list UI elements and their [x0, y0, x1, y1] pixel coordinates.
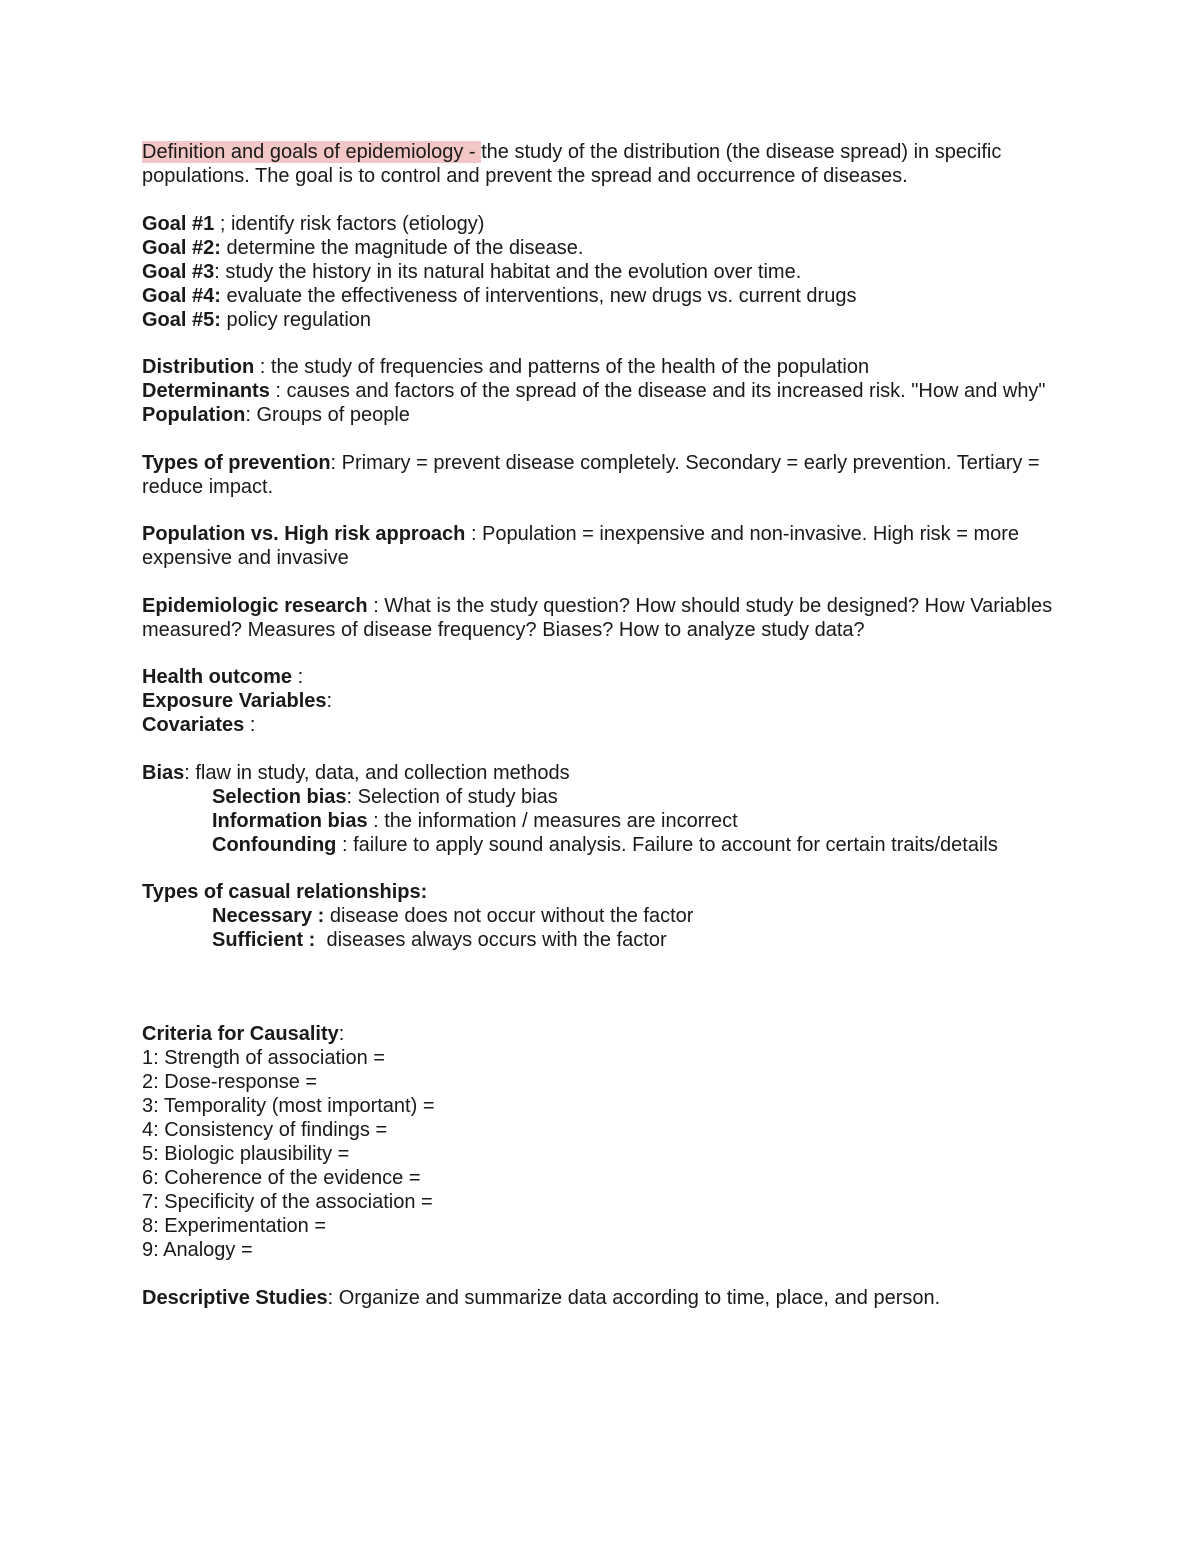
approach-paragraph	[142, 522, 1062, 570]
research-paragraph	[142, 594, 1062, 642]
goal-1-sep: ;	[214, 212, 231, 235]
variable-health-outcome-label: Health outcome	[142, 666, 293, 688]
variable-exposure-text: :	[326, 690, 333, 712]
goal-2-text: determine the magnitude of the disease.	[226, 236, 584, 259]
descriptive-text: : Organize and summarize data according to time, place, and person.	[327, 1286, 941, 1309]
definition-determinants-label: Determinants	[142, 380, 270, 402]
criteria-label: Criteria for Causality	[142, 1023, 339, 1045]
variable-covariates-text: :	[244, 714, 256, 736]
casual-heading	[142, 880, 1062, 904]
casual-sufficient-text: diseases always occurs with the factor	[315, 929, 667, 951]
definition-distribution-text: : the study of frequencies and patterns of the health of the population	[254, 356, 870, 378]
intro-paragraph	[142, 140, 1062, 188]
goal-3	[142, 260, 1062, 284]
definition-distribution-label: Distribution	[142, 356, 255, 378]
criteria-item: 7: Specificity of the association =	[142, 1191, 433, 1213]
definition-distribution	[142, 355, 1062, 379]
prevention-paragraph	[142, 451, 1062, 499]
definition-population-label: Population	[142, 404, 246, 426]
goal-3-text: study the history in its natural habitat and the evolution over time.	[225, 260, 802, 283]
criteria-item: 6: Coherence of the evidence =	[142, 1167, 421, 1189]
bias-selection-label: Selection bias	[212, 785, 347, 808]
bias-information-text: : the information / measures are incorrect	[367, 809, 738, 832]
bias-confounding-text: : failure to apply sound analysis. Failure to account for certain traits/details	[336, 833, 998, 856]
goal-1-text: identify risk factors (etiology)	[230, 212, 485, 235]
bias-confounding	[142, 833, 1062, 857]
intro-label: Definition and goals of epidemiology -	[142, 141, 482, 163]
intro-text: the study of the distribution (the disease spread) in specific populations. The goal is to control and prevent the spread and occurrence of diseases.	[142, 141, 1002, 187]
goal-5-text: policy regulation	[226, 308, 372, 331]
variable-covariates-label: Covariates	[142, 714, 245, 736]
criteria-item: 1: Strength of association =	[142, 1047, 385, 1069]
definition-population-text: : Groups of people	[245, 404, 410, 426]
bias-text: : flaw in study, data, and collection methods	[184, 761, 570, 784]
variable-covariates	[142, 713, 1062, 737]
approach-label: Population vs. High risk approach	[142, 523, 466, 545]
bias-confounding-label: Confounding	[212, 833, 337, 856]
variable-exposure	[142, 689, 1062, 713]
casual-sufficient	[142, 928, 1062, 952]
definition-determinants-text: : causes and factors of the spread of the disease and its increased risk. "How and why"	[269, 380, 1046, 402]
casual-necessary-label: Necessary :	[212, 905, 325, 927]
research-text: : What is the study question? How should study be designed? How Variables measured? Measures of disease frequency? Biases? How to analyze study data?	[142, 594, 1053, 641]
bias-label: Bias	[142, 761, 185, 784]
bias-selection	[142, 785, 1062, 809]
criteria-item: 9: Analogy =	[142, 1239, 253, 1261]
casual-necessary-text: disease does not occur without the factor	[324, 905, 694, 927]
criteria-item: 8: Experimentation =	[142, 1215, 326, 1237]
goal-5-label: Goal #5:	[142, 308, 221, 331]
bias-information-label: Information bias	[212, 809, 368, 832]
approach-text: : Population = inexpensive and non-invasive. High risk = more expensive and invasive	[142, 523, 1020, 569]
prevention-label: Types of prevention	[142, 451, 331, 474]
criteria-suffix: :	[338, 1023, 345, 1045]
casual-necessary	[142, 904, 1062, 928]
bias-information	[142, 809, 1062, 833]
definition-determinants	[142, 379, 1062, 403]
definition-population	[142, 403, 1062, 427]
criteria-item: 4: Consistency of findings =	[142, 1119, 388, 1141]
criteria-item: 5: Biologic plausibility =	[142, 1143, 350, 1165]
variable-health-outcome	[142, 665, 1062, 689]
goal-1-label: Goal #1	[142, 212, 215, 235]
document-page	[142, 140, 1062, 1310]
casual-sufficient-label: Sufficient :	[212, 929, 316, 951]
goal-3-sep: :	[214, 260, 226, 283]
goal-3-label: Goal #3	[142, 260, 215, 283]
goal-5	[142, 308, 1062, 332]
descriptive-paragraph	[142, 1286, 1062, 1310]
casual-label: Types of casual relationships:	[142, 881, 428, 903]
bias-heading	[142, 761, 1062, 785]
goal-4	[142, 284, 1062, 308]
goal-2-label: Goal #2:	[142, 236, 221, 259]
goal-4-text: evaluate the effectiveness of interventions, new drugs vs. current drugs	[226, 284, 857, 307]
goal-4-label: Goal #4:	[142, 284, 221, 307]
research-label: Epidemiologic research	[142, 594, 368, 617]
variable-health-outcome-text: :	[292, 666, 304, 688]
variable-exposure-label: Exposure Variables	[142, 690, 327, 712]
goal-2	[142, 236, 1062, 260]
bias-selection-text: : Selection of study bias	[346, 785, 558, 808]
goal-1	[142, 212, 1062, 236]
descriptive-label: Descriptive Studies	[142, 1286, 328, 1309]
prevention-text: : Primary = prevent disease completely. Secondary = early prevention. Tertiary = reduce impact.	[142, 451, 1040, 498]
criteria-heading	[142, 1022, 1062, 1046]
criteria-item: 2: Dose-response =	[142, 1071, 318, 1093]
criteria-item: 3: Temporality (most important) =	[142, 1095, 435, 1117]
